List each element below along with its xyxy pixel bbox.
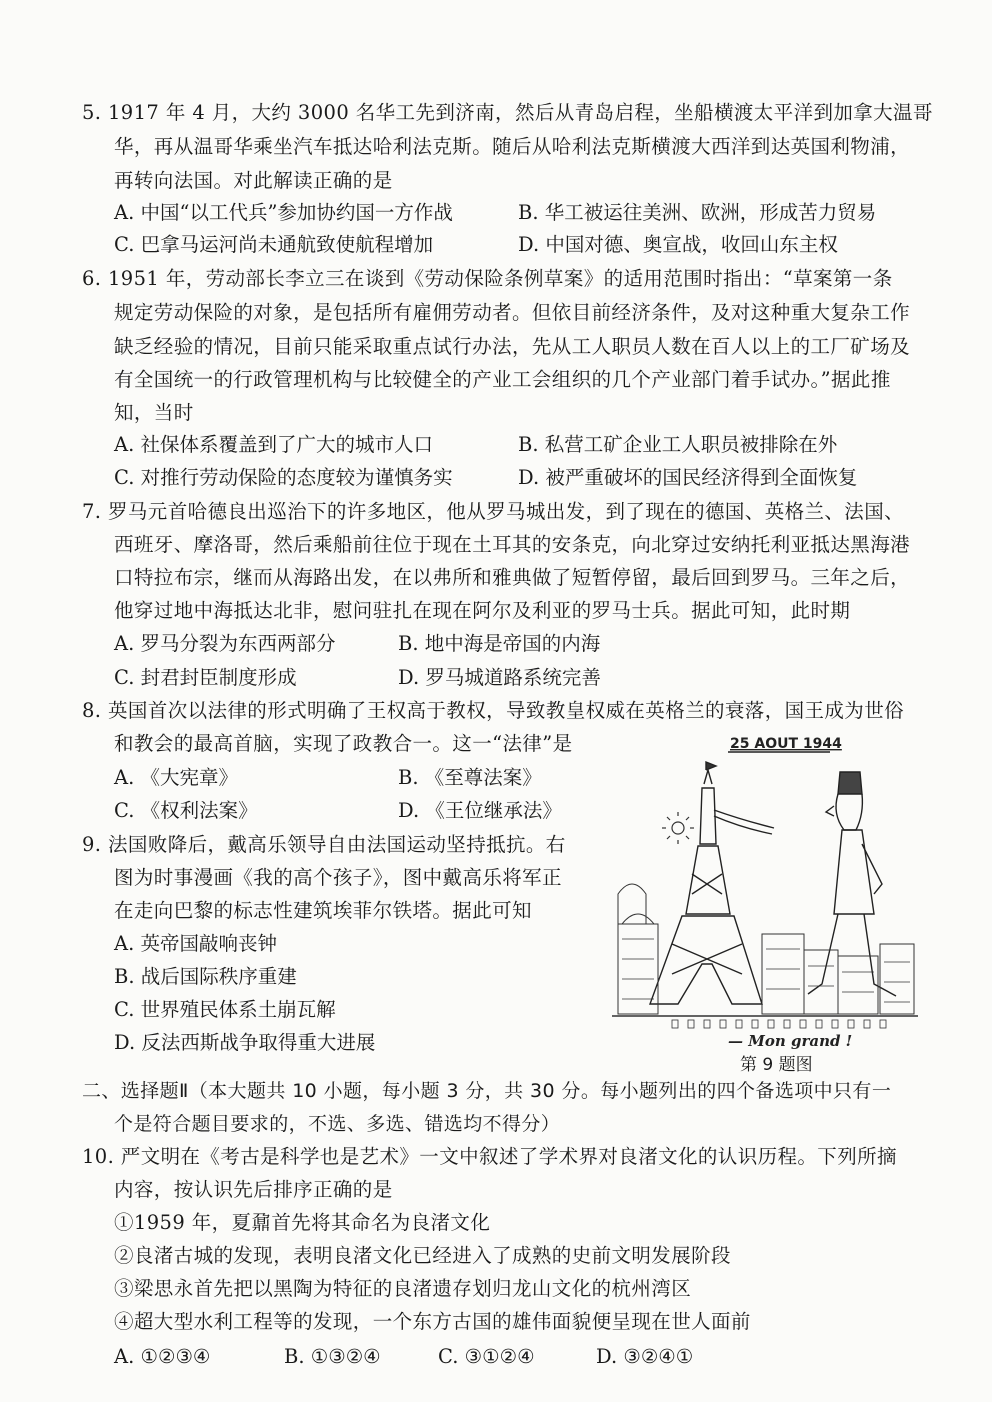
de-gaulle-figure xyxy=(808,772,896,996)
q9-option-d: D. 反法西斯战争取得重大进展 xyxy=(114,1031,376,1054)
q6-option-b: B. 私营工矿企业工人职员被排除在外 xyxy=(518,433,838,456)
cartoon-signature-text: — Mon grand ! xyxy=(728,1032,853,1050)
q10-option-b: B. ①③②④ xyxy=(284,1345,381,1368)
q7-line-2: 西班牙、摩洛哥，然后乘船前往位于现在土耳其的安条克，向北穿过安纳托利亚抵达黑海港 xyxy=(114,533,911,556)
q10-option-d: D. ③②④① xyxy=(596,1345,694,1368)
cartoon-date-label: 25 AOUT 1944 xyxy=(730,736,842,752)
q6-line-2: 规定劳动保险的对象，是包括所有雇佣劳动者。但依目前经济条件，及对这种重大复杂工作 xyxy=(114,301,911,324)
q10-item-4: ④超大型水利工程等的发现，一个东方古国的雄伟面貌便呈现在世人面前 xyxy=(114,1310,751,1333)
figure-caption: 第 9 题图 xyxy=(740,1055,813,1075)
q8-option-a: A. 《大宪章》 xyxy=(114,766,238,789)
q7-option-d: D. 罗马城道路系统完善 xyxy=(398,666,601,689)
q6-line-1: 6. 1951 年，劳动部长李立三在谈到《劳动保险条例草案》的适用范围时指出：“草案第一条 xyxy=(82,267,893,290)
q10-item-2: ②良渚古城的发现，表明良渚文化已经进入了成熟的史前文明发展阶段 xyxy=(114,1244,731,1267)
q9-option-b: B. 战后国际秩序重建 xyxy=(114,965,297,988)
q9-option-c: C. 世界殖民体系土崩瓦解 xyxy=(114,998,336,1021)
eiffel-tower-figure xyxy=(650,762,774,1004)
q8-option-c: C. 《权利法案》 xyxy=(114,799,258,822)
q9-line-3: 在走向巴黎的标志性建筑埃菲尔铁塔。据此可知 xyxy=(114,899,532,922)
q8-line-2: 和教会的最高首脑，实现了政教合一。这一“法律”是 xyxy=(114,732,573,755)
q6-line-5: 知，当时 xyxy=(114,401,194,424)
q6-option-d: D. 被严重破坏的国民经济得到全面恢复 xyxy=(518,466,858,489)
q10-item-3: ③梁思永首先把以黑陶为特征的良渚遗存划归龙山文化的杭州湾区 xyxy=(114,1277,692,1300)
q10-line-2: 内容，按认识先后排序正确的是 xyxy=(114,1178,393,1201)
q5-option-b: B. 华工被运往美洲、欧洲，形成苦力贸易 xyxy=(518,201,877,224)
q6-option-c: C. 对推行劳动保险的态度较为谨慎务实 xyxy=(114,466,453,489)
section2-line-1: 二、选择题Ⅱ（本大题共 10 小题，每小题 3 分，共 30 分。每小题列出的四个备选项中只有一 xyxy=(82,1080,892,1102)
q9-line-1: 9. 法国败降后，戴高乐领导自由法国运动坚持抵抗。右 xyxy=(82,833,566,856)
q5-line-1: 5. 1917 年 4 月，大约 3000 名华工先到济南，然后从青岛启程，坐船横渡太平洋到加拿大温哥 xyxy=(82,101,933,124)
q7-line-4: 他穿过地中海抵达北非，慰问驻扎在现在阿尔及利亚的罗马士兵。据此可知，此时期 xyxy=(114,599,851,622)
q10-line-1: 10. 严文明在《考古是科学也是艺术》一文中叙述了学术界对良渚文化的认识历程。下列所摘 xyxy=(82,1145,897,1168)
cartoon-illustration xyxy=(612,724,918,1054)
q5-option-a: A. 中国“以工代兵”参加协约国一方作战 xyxy=(114,201,453,224)
q5-line-2: 华，再从温哥华乘坐汽车抵达哈利法克斯。随后从哈利法克斯横渡大西洋到达英国利物浦， xyxy=(114,135,911,158)
q9-option-a: A. 英帝国敲响丧钟 xyxy=(114,932,277,955)
q9-line-2: 图为时事漫画《我的高个孩子》，图中戴高乐将军正 xyxy=(114,866,562,889)
q10-option-c: C. ③①②④ xyxy=(438,1345,535,1368)
q8-option-b: B. 《至尊法案》 xyxy=(398,766,542,789)
q6-line-3: 缺乏经验的情况，目前只能采取重点试行办法，先从工人职员人数在百人以上的工厂矿场及 xyxy=(114,335,911,358)
q7-option-a: A. 罗马分裂为东西两部分 xyxy=(114,632,336,655)
q5-option-c: C. 巴拿马运河尚未通航致使航程增加 xyxy=(114,233,434,256)
q8-line-1: 8. 英国首次以法律的形式明确了王权高于教权，导致教皇权威在英格兰的衰落，国王成为世俗 xyxy=(82,699,905,722)
q8-option-d: D. 《王位继承法》 xyxy=(398,799,562,822)
sun-icon xyxy=(662,812,694,844)
q7-option-b: B. 地中海是帝国的内海 xyxy=(398,632,601,655)
q6-line-4: 有全国统一的行政管理机构与比较健全的产业工会组织的几个产业部门着手试办。”据此推 xyxy=(114,368,891,391)
q7-option-c: C. 封君封臣制度形成 xyxy=(114,666,297,689)
q5-line-3: 再转向法国。对此解读正确的是 xyxy=(114,169,393,192)
q7-line-1: 7. 罗马元首哈德良出巡治下的许多地区，他从罗马城出发，到了现在的德国、英格兰、法国、 xyxy=(82,500,905,523)
q5-option-d: D. 中国对德、奥宣战，收回山东主权 xyxy=(518,233,838,256)
q10-option-a: A. ①②③④ xyxy=(114,1345,211,1368)
q7-line-3: 口特拉布宗，继而从海路出发，在以弗所和雅典做了短暂停留，最后回到罗马。三年之后， xyxy=(114,566,911,589)
q6-option-a: A. 社保体系覆盖到了广大的城市人口 xyxy=(114,433,433,456)
q10-item-1: ①1959 年，夏鼐首先将其命名为良渚文化 xyxy=(114,1211,491,1234)
section2-line-2: 个是符合题目要求的，不选、多选、错选均不得分） xyxy=(114,1113,561,1135)
